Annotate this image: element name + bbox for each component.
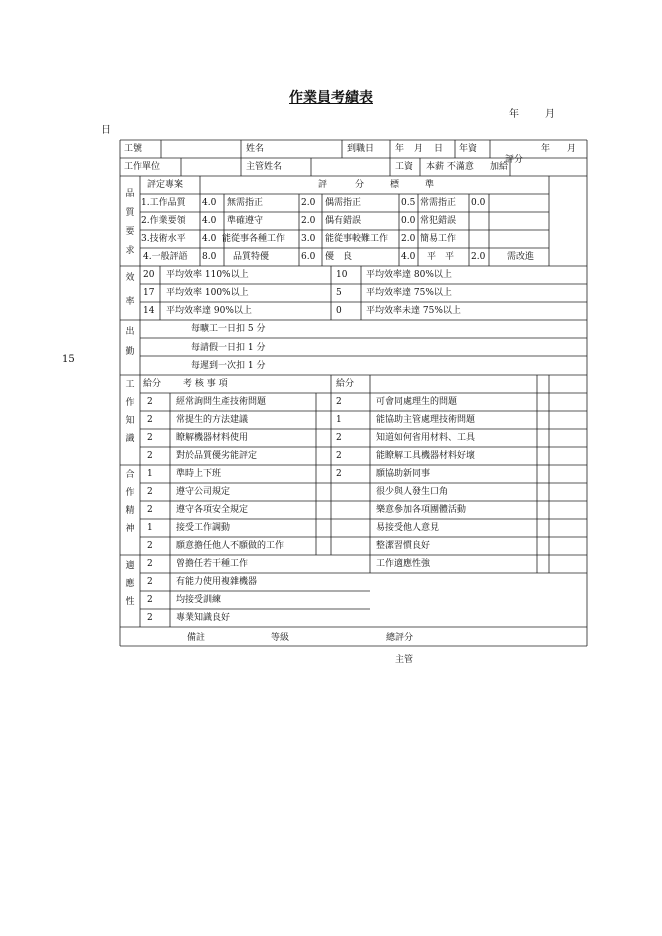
remarks-label: 備註	[187, 633, 206, 643]
cooperation-section-label: 合 作 精 神	[125, 470, 135, 534]
quality-item: 1.工作品質	[141, 198, 186, 208]
cooperation-score: 2	[147, 505, 153, 515]
adaptability-score: 2	[147, 613, 153, 623]
knowledge-score: 2	[147, 451, 153, 461]
cooperation-item: 易接受他人意見	[376, 523, 440, 533]
attendance-section-label: 出 勤	[125, 327, 135, 357]
knowledge-item: 經常詢問生產技術問題	[176, 397, 267, 407]
quality-score: 0.0	[471, 198, 486, 208]
worker-no-label: 工號	[124, 144, 143, 154]
date-month: 月	[545, 109, 555, 120]
quality-score: 4.0	[202, 216, 217, 226]
adaptability-score: 2	[147, 559, 153, 569]
cooperation-score: 2	[336, 469, 342, 479]
knowledge-item: 能瞭解工具機器材料好壞	[376, 451, 476, 461]
wage-label: 工資	[395, 162, 414, 172]
quality-desc: 常犯錯誤	[420, 216, 457, 226]
cooperation-item: 準時上下班	[176, 469, 222, 479]
quality-desc: 需改進	[507, 252, 535, 262]
efficiency-desc: 平均效率未達 75%以上	[366, 306, 461, 316]
knowledge-item: 能協助主管處理技術問題	[376, 415, 476, 425]
quality-item: 4.一般評語	[143, 252, 188, 262]
standard-head-2: 分	[355, 180, 365, 190]
margin-note: 15	[62, 354, 75, 365]
quality-item: 3.技術水平	[141, 234, 186, 244]
efficiency-score: 20	[143, 270, 155, 280]
quality-score: 2.0	[301, 198, 316, 208]
knowledge-score: 2	[336, 397, 342, 407]
adaptability-item: 有能力使用複雜機器	[176, 577, 258, 587]
efficiency-score: 14	[143, 306, 155, 316]
cooperation-item: 遵守各項安全規定	[176, 505, 249, 515]
efficiency-desc: 平均效率 100%以上	[166, 288, 249, 298]
date-year: 年	[509, 109, 519, 120]
wage-options-label: 本薪 不滿意	[426, 162, 474, 172]
cooperation-item: 整潔習慣良好	[376, 541, 431, 551]
page-title: 作業員考績表	[289, 90, 373, 106]
efficiency-score: 10	[336, 270, 348, 280]
quality-desc: 能從事各種工作	[222, 234, 286, 244]
knowledge-score: 2	[336, 451, 342, 461]
bonus-label: 加給	[490, 162, 509, 172]
knowledge-score: 1	[336, 415, 342, 425]
cooperation-item: 很少與人發生口角	[376, 487, 449, 497]
standard-head-4: 準	[425, 180, 435, 190]
quality-desc: 簡易工作	[420, 234, 457, 244]
knowledge-score: 2	[336, 433, 342, 443]
efficiency-score: 0	[336, 306, 342, 316]
quality-score: 0.0	[401, 216, 416, 226]
quality-score: 2.0	[401, 234, 416, 244]
efficiency-desc: 平均效率 110%以上	[166, 270, 249, 280]
efficiency-section-label: 效 率	[125, 273, 135, 307]
attendance-rule: 每曠工一日扣 5 分	[191, 324, 266, 334]
cooperation-score: 2	[147, 541, 153, 551]
quality-desc: 準確遵守	[227, 216, 264, 226]
quality-desc: 品質特優	[233, 252, 270, 262]
efficiency-score: 17	[143, 288, 155, 298]
quality-score: 2.0	[471, 252, 486, 262]
knowledge-item: 知道如何省用材料、工具	[376, 433, 476, 443]
quality-score: 8.0	[202, 252, 217, 262]
name-label: 姓名	[246, 144, 265, 154]
efficiency-desc: 平均效率達 75%以上	[366, 288, 452, 298]
supervisor-signature-label: 主管	[395, 655, 414, 665]
quality-score: 2.0	[301, 216, 316, 226]
date-day: 日	[101, 125, 111, 136]
seniority-label: 年資	[459, 144, 478, 154]
adaptability-item: 工作適應性強	[376, 559, 431, 569]
cooperation-score: 2	[147, 487, 153, 497]
quality-desc: 能從事較難工作	[325, 234, 389, 244]
supervisor-name-label: 主管姓名	[246, 162, 283, 172]
quality-head-item: 評定專案	[147, 180, 184, 190]
seniority-month-label: 月	[567, 144, 577, 154]
knowledge-head-item: 考 核 事 項	[183, 379, 228, 389]
attendance-rule: 每請假一日扣 1 分	[191, 343, 266, 353]
cooperation-score: 1	[147, 469, 153, 479]
start-date-label: 到職日	[347, 144, 375, 154]
seniority-year-label: 年	[541, 144, 551, 154]
grade-label: 等級	[271, 633, 290, 643]
knowledge-item: 常提生的方法建議	[176, 415, 249, 425]
quality-score: 4.0	[401, 252, 416, 262]
knowledge-score: 2	[147, 415, 153, 425]
cooperation-item: 遵守公司規定	[176, 487, 231, 497]
cooperation-item: 樂意參加各項團體活動	[376, 505, 467, 515]
quality-section-label: 品 質 要 求	[125, 189, 135, 256]
attendance-rule: 每遲到一次扣 1 分	[191, 361, 266, 371]
quality-desc: 優 良	[325, 252, 353, 262]
knowledge-item: 可會同處理生的問題	[376, 397, 458, 407]
unit-label: 工作單位	[124, 162, 161, 172]
adaptability-item: 專業知識良好	[176, 613, 231, 623]
start-day-label: 日	[434, 144, 444, 154]
efficiency-score: 5	[336, 288, 342, 298]
cooperation-item: 願協助新同事	[376, 469, 431, 479]
knowledge-score: 2	[147, 433, 153, 443]
score-label: 評分	[505, 155, 524, 165]
cooperation-item: 接受工作調動	[176, 523, 231, 533]
quality-desc: 偶需指正	[325, 198, 362, 208]
start-year-label: 年	[395, 144, 405, 154]
quality-score: 3.0	[301, 234, 316, 244]
knowledge-head-score: 給分	[143, 379, 162, 389]
quality-score: 4.0	[202, 198, 217, 208]
quality-desc: 平 平	[427, 252, 455, 262]
start-month-label: 月	[414, 144, 424, 154]
knowledge-item: 瞭解機器材料使用	[176, 433, 249, 443]
knowledge-score: 2	[147, 397, 153, 407]
efficiency-desc: 平均效率達 80%以上	[366, 270, 452, 280]
quality-desc: 偶有錯誤	[325, 216, 362, 226]
quality-score: 0.5	[401, 198, 416, 208]
adaptability-score: 2	[147, 595, 153, 605]
quality-item: 2.作業要領	[141, 216, 186, 226]
cooperation-item: 願意擔任他人不願做的工作	[176, 541, 285, 551]
quality-score: 4.0	[202, 234, 217, 244]
quality-score: 6.0	[301, 252, 316, 262]
adaptability-score: 2	[147, 577, 153, 587]
knowledge-head-score2: 給分	[336, 379, 355, 389]
quality-desc: 常需指正	[420, 198, 457, 208]
adaptability-item: 均接受訓練	[176, 595, 222, 605]
efficiency-desc: 平均效率達 90%以上	[166, 306, 252, 316]
adaptability-section-label: 適 應 性	[125, 561, 135, 607]
quality-desc: 無需指正	[227, 198, 264, 208]
knowledge-section-label: 工 作 知 識	[125, 380, 135, 444]
standard-head-1: 評	[318, 180, 328, 190]
total-score-label: 總評分	[386, 633, 414, 643]
standard-head-3: 標	[390, 180, 400, 190]
knowledge-item: 對於品質優劣能評定	[176, 451, 258, 461]
cooperation-score: 1	[147, 523, 153, 533]
adaptability-item: 曾擔任若干種工作	[176, 559, 249, 569]
